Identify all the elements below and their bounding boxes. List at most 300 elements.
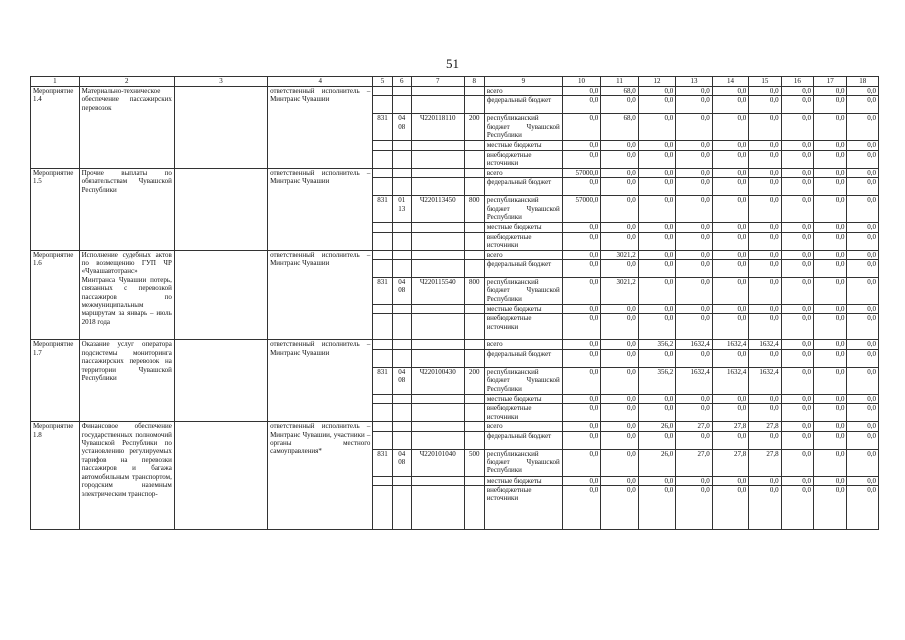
year-value: 0,0 [847, 404, 879, 422]
column-number: 3 [174, 77, 267, 87]
year-value: 3021,2 [601, 278, 638, 305]
section-code [392, 250, 411, 259]
year-value: 0,0 [749, 431, 781, 449]
year-value: 0,0 [601, 223, 638, 232]
year-value: 0,0 [562, 114, 600, 141]
year-value: 0,0 [601, 150, 638, 168]
year-value: 0,0 [601, 178, 638, 196]
column-number: 15 [749, 77, 781, 87]
target-article-code [411, 340, 464, 349]
funding-source: местные бюджеты [484, 305, 562, 314]
year-value: 0,0 [847, 349, 879, 367]
grbs-code [373, 486, 392, 530]
section-code [392, 178, 411, 196]
measure-code: Мероприятие 1.8 [31, 422, 80, 530]
grbs-code [373, 223, 392, 232]
year-value: 0,0 [676, 260, 712, 278]
year-value: 0,0 [847, 305, 879, 314]
grbs-code [373, 250, 392, 259]
funding-source: федеральный бюджет [484, 260, 562, 278]
grbs-code [373, 150, 392, 168]
target-article-code [411, 404, 464, 422]
expense-type-code [464, 349, 484, 367]
year-value: 0,0 [638, 96, 675, 114]
measure-executor: ответственный исполнитель – Минтранс Чувашии [268, 250, 373, 340]
year-value: 0,0 [562, 223, 600, 232]
year-value: 0,0 [781, 404, 813, 422]
funding-source: республиканский бюджет Чувашской Республики [484, 449, 562, 476]
measure-code: Мероприятие 1.6 [31, 250, 80, 340]
year-value: 0,0 [562, 340, 600, 349]
column-number: 4 [268, 77, 373, 87]
section-code: 04 08 [392, 367, 411, 394]
measure-executor: ответственный исполнитель – Минтранс Чувашии [268, 87, 373, 169]
year-value: 0,0 [638, 178, 675, 196]
year-value: 0,0 [814, 367, 847, 394]
year-value: 0,0 [562, 486, 600, 530]
target-article-code [411, 260, 464, 278]
year-value: 0,0 [814, 150, 847, 168]
column-number: 12 [638, 77, 675, 87]
grbs-code: 831 [373, 367, 392, 394]
year-value: 0,0 [749, 141, 781, 150]
year-value: 27,0 [676, 422, 712, 431]
expense-type-code [464, 394, 484, 403]
year-value: 0,0 [781, 141, 813, 150]
year-value: 0,0 [562, 404, 600, 422]
year-value: 0,0 [562, 150, 600, 168]
funding-source: внебюджетные источники [484, 232, 562, 250]
year-value: 0,0 [814, 431, 847, 449]
year-value: 0,0 [847, 394, 879, 403]
year-value: 0,0 [749, 305, 781, 314]
expense-type-code [464, 232, 484, 250]
table-row [31, 87, 879, 96]
year-value: 0,0 [749, 196, 781, 223]
measure-goal [174, 87, 267, 169]
target-article-code [411, 422, 464, 431]
year-value: 0,0 [638, 232, 675, 250]
expense-type-code: 200 [464, 367, 484, 394]
grbs-code [373, 96, 392, 114]
year-value: 0,0 [638, 87, 675, 96]
year-value: 0,0 [562, 394, 600, 403]
year-value: 0,0 [712, 278, 748, 305]
target-article-code: Ч220115540 [411, 278, 464, 305]
year-value: 0,0 [712, 223, 748, 232]
table-row [31, 250, 879, 259]
expense-type-code [464, 404, 484, 422]
funding-source: местные бюджеты [484, 476, 562, 485]
section-code: 04 08 [392, 449, 411, 476]
measure-executor: ответственный исполнитель – Минтранс Чувашии [268, 168, 373, 250]
expense-type-code: 500 [464, 449, 484, 476]
funding-source: республиканский бюджет Чувашской Республики [484, 114, 562, 141]
year-value: 27,8 [749, 449, 781, 476]
year-value: 0,0 [749, 250, 781, 259]
year-value: 0,0 [749, 96, 781, 114]
year-value: 356,2 [638, 340, 675, 349]
year-value: 0,0 [847, 141, 879, 150]
section-code [392, 476, 411, 485]
year-value: 0,0 [712, 150, 748, 168]
funding-source: всего [484, 250, 562, 259]
year-value: 0,0 [712, 87, 748, 96]
section-code [392, 431, 411, 449]
target-article-code [411, 314, 464, 340]
year-value: 1632,4 [712, 340, 748, 349]
year-value: 0,0 [749, 150, 781, 168]
year-value: 0,0 [638, 250, 675, 259]
year-value: 0,0 [814, 178, 847, 196]
year-value: 0,0 [781, 114, 813, 141]
expense-type-code [464, 96, 484, 114]
year-value: 0,0 [562, 367, 600, 394]
year-value: 0,0 [601, 394, 638, 403]
year-value: 0,0 [676, 196, 712, 223]
year-value: 0,0 [814, 260, 847, 278]
year-value: 0,0 [638, 404, 675, 422]
year-value: 0,0 [749, 476, 781, 485]
column-number: 11 [601, 77, 638, 87]
grbs-code: 831 [373, 196, 392, 223]
column-number: 2 [79, 77, 174, 87]
year-value: 27,8 [712, 422, 748, 431]
year-value: 0,0 [601, 486, 638, 530]
expense-type-code [464, 150, 484, 168]
grbs-code [373, 422, 392, 431]
column-number: 9 [484, 77, 562, 87]
year-value: 0,0 [562, 449, 600, 476]
year-value: 0,0 [676, 114, 712, 141]
year-value: 0,0 [847, 422, 879, 431]
year-value: 0,0 [814, 196, 847, 223]
grbs-code [373, 394, 392, 403]
funding-source: республиканский бюджет Чувашской Республики [484, 367, 562, 394]
year-value: 0,0 [847, 114, 879, 141]
grbs-code [373, 168, 392, 177]
column-number: 7 [411, 77, 464, 87]
year-value: 0,0 [847, 314, 879, 340]
year-value: 0,0 [601, 431, 638, 449]
expense-type-code [464, 476, 484, 485]
year-value: 0,0 [781, 196, 813, 223]
year-value: 0,0 [562, 96, 600, 114]
year-value: 0,0 [847, 150, 879, 168]
page-number: 51 [446, 56, 459, 71]
year-value: 0,0 [847, 431, 879, 449]
target-article-code [411, 431, 464, 449]
year-value: 27,8 [712, 449, 748, 476]
target-article-code [411, 96, 464, 114]
expense-type-code: 800 [464, 196, 484, 223]
year-value: 0,0 [749, 168, 781, 177]
year-value: 0,0 [562, 314, 600, 340]
column-number: 10 [562, 77, 600, 87]
funding-source: внебюджетные источники [484, 314, 562, 340]
year-value: 0,0 [847, 178, 879, 196]
year-value: 0,0 [562, 232, 600, 250]
section-code: 04 08 [392, 278, 411, 305]
year-value: 0,0 [562, 250, 600, 259]
section-code [392, 150, 411, 168]
funding-source: местные бюджеты [484, 223, 562, 232]
year-value: 0,0 [562, 431, 600, 449]
year-value: 0,0 [601, 232, 638, 250]
year-value: 0,0 [676, 178, 712, 196]
year-value: 0,0 [638, 305, 675, 314]
section-code [392, 232, 411, 250]
year-value: 0,0 [601, 168, 638, 177]
measure-name: Исполнение судебных актов по возмещению ГУП ЧР «Чувашавтотранс» Минтранса Чувашии потерь, связанных с перевозкой пассажиров по межмуниципальным маршрутам за январь – июль 2018 года [79, 250, 174, 340]
funding-source: внебюджетные источники [484, 486, 562, 530]
year-value: 0,0 [712, 305, 748, 314]
year-value: 0,0 [781, 367, 813, 394]
year-value: 0,0 [847, 196, 879, 223]
year-value: 0,0 [676, 486, 712, 530]
year-value: 0,0 [562, 141, 600, 150]
year-value: 0,0 [749, 278, 781, 305]
year-value: 0,0 [847, 168, 879, 177]
year-value: 0,0 [781, 223, 813, 232]
measure-name: Прочие выплаты по обязательствам Чувашской Республики [79, 168, 174, 250]
year-value: 0,0 [601, 196, 638, 223]
year-value: 0,0 [638, 168, 675, 177]
measure-name: Материально-техническое обеспечение пассажирских перевозок [79, 87, 174, 169]
expense-type-code: 800 [464, 278, 484, 305]
year-value: 0,0 [601, 96, 638, 114]
year-value: 0,0 [638, 114, 675, 141]
expense-type-code [464, 486, 484, 530]
section-code [392, 404, 411, 422]
year-value: 0,0 [847, 232, 879, 250]
target-article-code [411, 305, 464, 314]
column-number: 6 [392, 77, 411, 87]
year-value: 0,0 [638, 476, 675, 485]
measure-goal [174, 340, 267, 422]
column-number-row [31, 77, 879, 87]
target-article-code [411, 250, 464, 259]
year-value: 0,0 [814, 96, 847, 114]
measure-code: Мероприятие 1.4 [31, 87, 80, 169]
year-value: 0,0 [562, 278, 600, 305]
year-value: 0,0 [676, 349, 712, 367]
year-value: 0,0 [814, 349, 847, 367]
year-value: 0,0 [638, 394, 675, 403]
grbs-code [373, 404, 392, 422]
funding-source: республиканский бюджет Чувашской Республики [484, 278, 562, 305]
column-number: 14 [712, 77, 748, 87]
funding-source: федеральный бюджет [484, 349, 562, 367]
expense-type-code [464, 422, 484, 431]
year-value: 0,0 [781, 168, 813, 177]
target-article-code: Ч220100430 [411, 367, 464, 394]
year-value: 0,0 [562, 349, 600, 367]
section-code [392, 168, 411, 177]
target-article-code [411, 223, 464, 232]
table-row [31, 340, 879, 349]
year-value: 0,0 [638, 223, 675, 232]
expense-type-code [464, 223, 484, 232]
measure-name: Финансовое обеспечение государственных полномочий Чувашской Республики по установлению регулируемых тарифов на перевозки пассажиров и багажа автомобильным транспортом, городским наземным электрическим транспор- [79, 422, 174, 530]
section-code [392, 96, 411, 114]
section-code [392, 340, 411, 349]
year-value: 0,0 [781, 260, 813, 278]
target-article-code [411, 349, 464, 367]
expense-type-code [464, 168, 484, 177]
year-value: 0,0 [638, 260, 675, 278]
grbs-code [373, 178, 392, 196]
grbs-code [373, 87, 392, 96]
grbs-code: 831 [373, 449, 392, 476]
year-value: 0,0 [781, 449, 813, 476]
year-value: 0,0 [781, 87, 813, 96]
target-article-code [411, 87, 464, 96]
year-value: 0,0 [676, 476, 712, 485]
target-article-code [411, 150, 464, 168]
grbs-code [373, 340, 392, 349]
year-value: 0,0 [781, 349, 813, 367]
year-value: 1632,4 [676, 340, 712, 349]
year-value: 0,0 [676, 87, 712, 96]
measure-code: Мероприятие 1.5 [31, 168, 80, 250]
year-value: 0,0 [638, 349, 675, 367]
year-value: 1632,4 [712, 367, 748, 394]
year-value: 0,0 [676, 232, 712, 250]
year-value: 0,0 [638, 141, 675, 150]
section-code [392, 260, 411, 278]
year-value: 0,0 [814, 141, 847, 150]
year-value: 0,0 [712, 476, 748, 485]
year-value: 0,0 [749, 223, 781, 232]
column-number: 16 [781, 77, 813, 87]
year-value: 0,0 [712, 178, 748, 196]
year-value: 0,0 [601, 305, 638, 314]
grbs-code: 831 [373, 278, 392, 305]
expense-type-code [464, 250, 484, 259]
funding-source: всего [484, 340, 562, 349]
section-code: 04 08 [392, 114, 411, 141]
year-value: 0,0 [847, 260, 879, 278]
year-value: 0,0 [676, 394, 712, 403]
expense-type-code [464, 314, 484, 340]
year-value: 0,0 [847, 278, 879, 305]
funding-source: местные бюджеты [484, 394, 562, 403]
grbs-code [373, 260, 392, 278]
funding-source: всего [484, 168, 562, 177]
year-value: 0,0 [601, 476, 638, 485]
year-value: 0,0 [712, 250, 748, 259]
year-value: 0,0 [676, 150, 712, 168]
year-value: 0,0 [638, 486, 675, 530]
year-value: 57000,0 [562, 196, 600, 223]
year-value: 0,0 [712, 431, 748, 449]
year-value: 0,0 [814, 87, 847, 96]
column-number: 1 [31, 77, 80, 87]
year-value: 0,0 [712, 486, 748, 530]
year-value: 0,0 [712, 349, 748, 367]
year-value: 0,0 [781, 476, 813, 485]
year-value: 1632,4 [676, 367, 712, 394]
column-number: 5 [373, 77, 392, 87]
year-value: 0,0 [749, 260, 781, 278]
column-number: 8 [464, 77, 484, 87]
year-value: 1632,4 [749, 340, 781, 349]
funding-source: всего [484, 87, 562, 96]
column-number: 17 [814, 77, 847, 87]
funding-source: республиканский бюджет Чувашской Республики [484, 196, 562, 223]
grbs-code [373, 232, 392, 250]
year-value: 0,0 [814, 394, 847, 403]
year-value: 0,0 [814, 404, 847, 422]
year-value: 27,0 [676, 449, 712, 476]
year-value: 0,0 [562, 422, 600, 431]
year-value: 0,0 [712, 196, 748, 223]
year-value: 0,0 [601, 422, 638, 431]
year-value: 0,0 [814, 476, 847, 485]
section-code [392, 305, 411, 314]
year-value: 0,0 [676, 96, 712, 114]
measure-goal [174, 250, 267, 340]
target-article-code [411, 178, 464, 196]
year-value: 0,0 [601, 367, 638, 394]
expense-type-code [464, 305, 484, 314]
year-value: 0,0 [712, 260, 748, 278]
target-article-code [411, 476, 464, 485]
target-article-code [411, 141, 464, 150]
year-value: 0,0 [601, 340, 638, 349]
year-value: 0,0 [749, 178, 781, 196]
grbs-code [373, 349, 392, 367]
target-article-code [411, 168, 464, 177]
year-value: 0,0 [712, 314, 748, 340]
target-article-code: Ч220101040 [411, 449, 464, 476]
year-value: 0,0 [814, 250, 847, 259]
year-value: 0,0 [781, 422, 813, 431]
funding-source: федеральный бюджет [484, 178, 562, 196]
year-value: 0,0 [601, 349, 638, 367]
section-code [392, 349, 411, 367]
measure-name: Оказание услуг оператора подсистемы мониторинга пассажирских перевозок на территории Чувашской Республики [79, 340, 174, 422]
grbs-code: 831 [373, 114, 392, 141]
year-value: 57000,0 [562, 168, 600, 177]
year-value: 0,0 [781, 232, 813, 250]
grbs-code [373, 476, 392, 485]
year-value: 0,0 [814, 340, 847, 349]
year-value: 0,0 [814, 278, 847, 305]
expense-type-code [464, 340, 484, 349]
target-article-code [411, 232, 464, 250]
year-value: 0,0 [814, 168, 847, 177]
year-value: 0,0 [749, 314, 781, 340]
funding-source: федеральный бюджет [484, 431, 562, 449]
year-value: 0,0 [749, 486, 781, 530]
measure-executor: ответственный исполнитель – Минтранс Чувашии, участники – органы местного самоуправления* [268, 422, 373, 530]
year-value: 0,0 [847, 340, 879, 349]
year-value: 0,0 [676, 305, 712, 314]
year-value: 0,0 [781, 486, 813, 530]
year-value: 0,0 [676, 168, 712, 177]
year-value: 0,0 [676, 250, 712, 259]
year-value: 0,0 [601, 404, 638, 422]
year-value: 0,0 [814, 232, 847, 250]
year-value: 0,0 [847, 476, 879, 485]
year-value: 0,0 [749, 404, 781, 422]
year-value: 0,0 [712, 114, 748, 141]
measure-executor: ответственный исполнитель – Минтранс Чувашии [268, 340, 373, 422]
target-article-code [411, 486, 464, 530]
year-value: 0,0 [814, 422, 847, 431]
